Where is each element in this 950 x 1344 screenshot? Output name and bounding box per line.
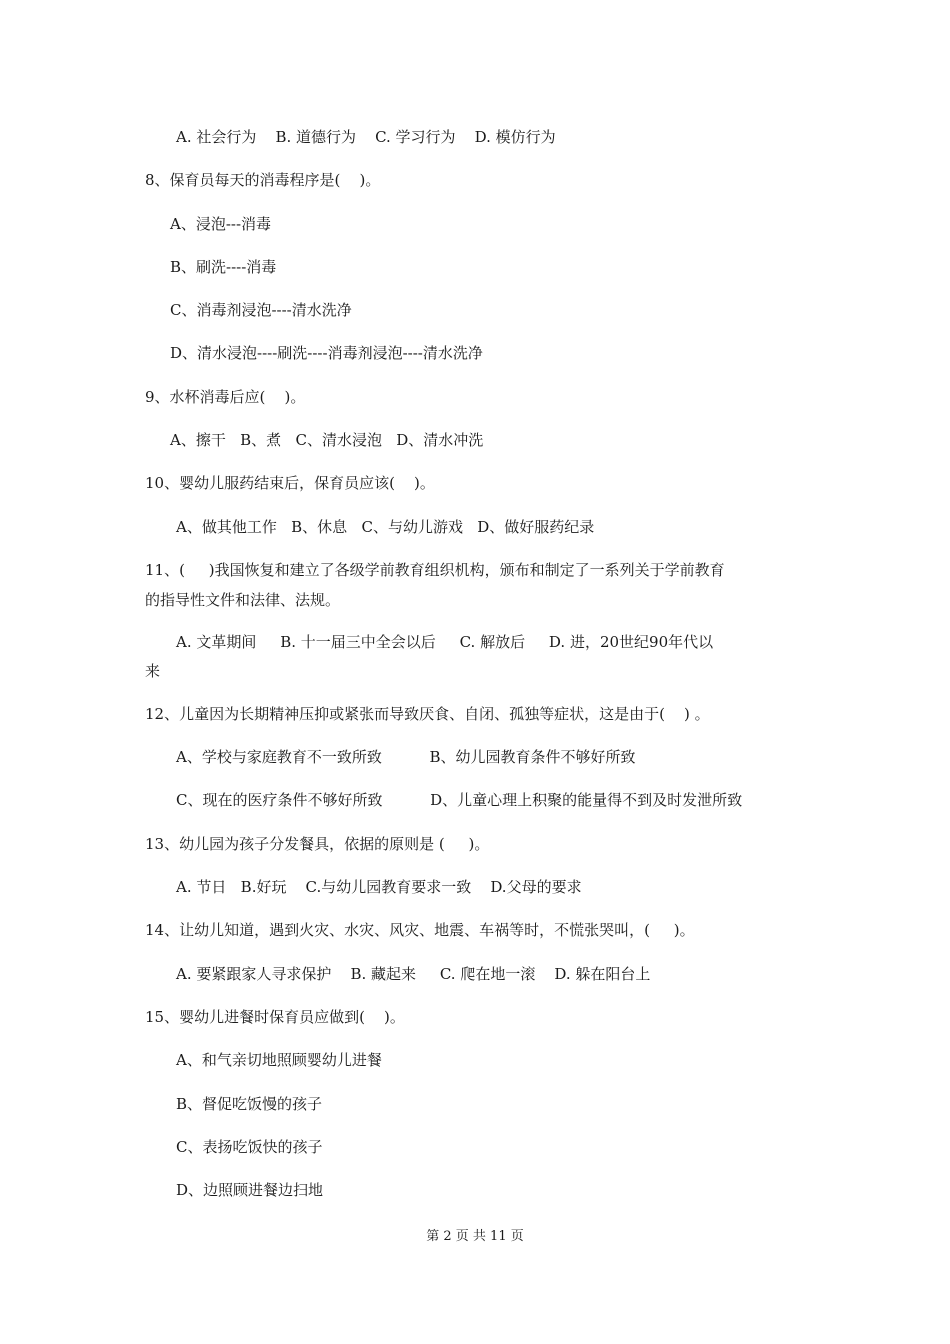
question-8-option-c: C、消毒剂浸泡----清水洗净 — [170, 301, 352, 319]
question-11-options-continued: 来 — [145, 662, 161, 680]
question-12-options-cd: C、现在的医疗条件不够好所致 D、儿童心理上积聚的能量得不到及时发泄所致 — [176, 791, 743, 809]
question-8: 8、保育员每天的消毒程序是( )。 — [145, 171, 381, 189]
question-8-option-d: D、清水浸泡----刷洗----消毒剂浸泡----清水洗净 — [170, 344, 483, 362]
question-9: 9、水杯消毒后应( )。 — [145, 388, 306, 406]
question-7-options: A. 社会行为 B. 道德行为 C. 学习行为 D. 模仿行为 — [176, 128, 556, 146]
question-14-options: A. 要紧跟家人寻求保护 B. 藏起来 C. 爬在地一滚 D. 躲在阳台上 — [176, 965, 651, 983]
question-11-options: A. 文革期间 B. 十一届三中全会以后 C. 解放后 D. 进，20世纪90年代以 — [176, 633, 714, 651]
question-13: 13、幼儿园为孩子分发餐具，依据的原则是 ( )。 — [145, 835, 490, 853]
question-15: 15、婴幼儿进餐时保育员应做到( )。 — [145, 1008, 405, 1026]
question-8-option-b: B、刷洗----消毒 — [170, 258, 277, 276]
question-14: 14、让幼儿知道，遇到火灾、水灾、风灾、地震、车祸等时，不慌张哭叫，( )。 — [145, 921, 695, 939]
question-13-options: A. 节日 B.好玩 C.与幼儿园教育要求一致 D.父母的要求 — [176, 878, 582, 896]
question-10: 10、婴幼儿服药结束后，保育员应该( )。 — [145, 474, 435, 492]
question-15-option-c: C、表扬吃饭快的孩子 — [176, 1138, 323, 1156]
question-11-continued: 的指导性文件和法律、法规。 — [145, 591, 341, 609]
question-15-option-d: D、边照顾进餐边扫地 — [176, 1181, 324, 1199]
question-8-option-a: A、浸泡---消毒 — [170, 215, 272, 233]
question-9-options: A、擦干 B、煮 C、清水浸泡 D、清水冲洗 — [170, 431, 484, 449]
question-15-option-b: B、督促吃饭慢的孩子 — [176, 1095, 323, 1113]
question-11: 11、( )我国恢复和建立了各级学前教育组织机构，颁布和制定了一系列关于学前教育 — [145, 561, 725, 579]
question-12: 12、儿童因为长期精神压抑或紧张而导致厌食、自闭、孤独等症状，这是由于( ) 。 — [145, 705, 710, 723]
question-15-option-a: A、和气亲切地照顾婴幼儿进餐 — [176, 1051, 382, 1069]
page-footer: 第 2 页 共 11 页 — [426, 1229, 524, 1244]
question-10-options: A、做其他工作 B、休息 C、与幼儿游戏 D、做好服药纪录 — [176, 518, 595, 536]
question-12-options-ab: A、学校与家庭教育不一致所致 B、幼儿园教育条件不够好所致 — [176, 748, 636, 766]
